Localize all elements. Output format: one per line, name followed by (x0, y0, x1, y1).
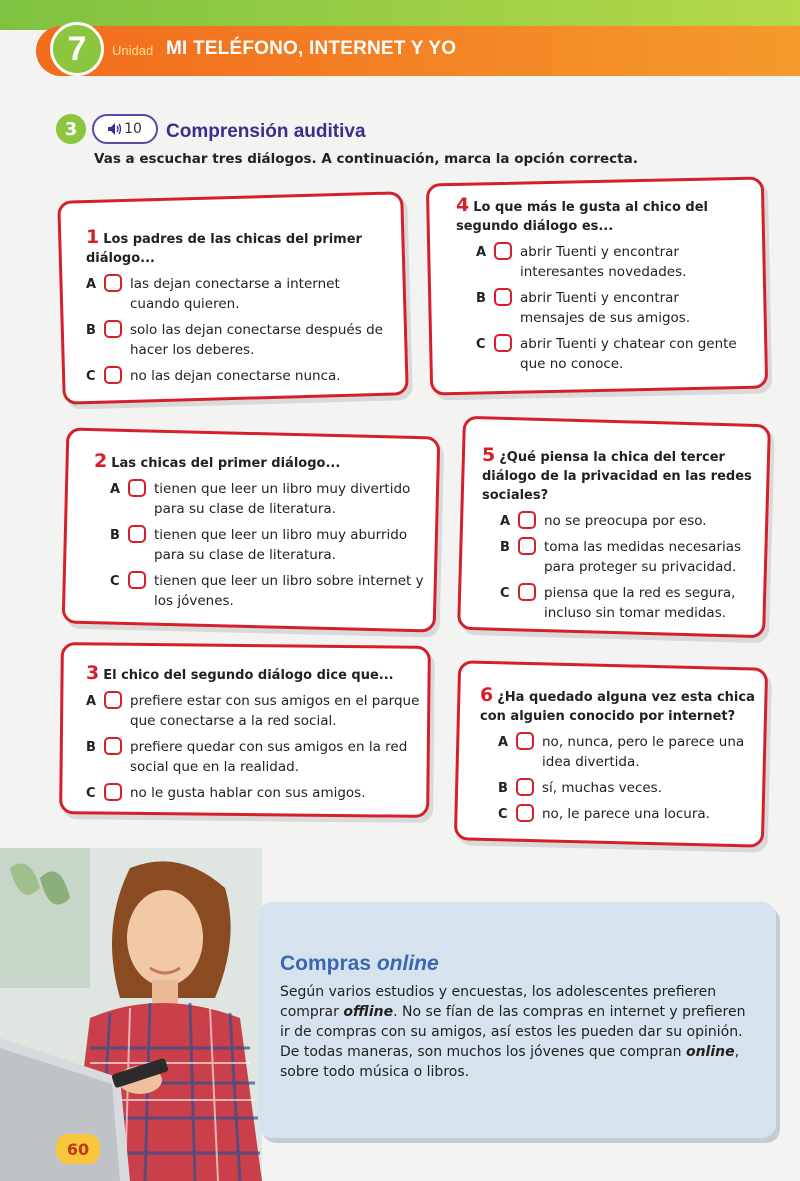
checkbox[interactable] (518, 583, 536, 601)
exercise-number: 3 (56, 114, 86, 144)
audio-track-button[interactable] (92, 114, 158, 144)
unit-title: MI TELÉFONO, INTERNET Y YO (166, 38, 457, 59)
speaker-icon (108, 123, 120, 135)
checkbox[interactable] (104, 274, 122, 292)
option-b: B prefiere quedar con sus amigos en la red social que en la realidad. (86, 739, 408, 775)
unit-number-badge: 7 (50, 22, 104, 76)
option-c: C no, le parece una locura. (498, 806, 710, 822)
option-b: B abrir Tuenti y encontrar mensajes de sus amigos. (476, 290, 691, 326)
info-box-title: Compras online (280, 952, 439, 975)
option-b: B solo las dejan conectarse después de hacer los deberes. (86, 322, 383, 358)
checkbox[interactable] (104, 783, 122, 801)
audio-track-number: 10 (124, 121, 142, 137)
option-a: A tienen que leer un libro muy divertido para su clase de literatura. (110, 481, 411, 517)
checkbox[interactable] (104, 691, 122, 709)
checkbox[interactable] (104, 366, 122, 384)
checkbox[interactable] (516, 804, 534, 822)
option-b: B toma las medidas necesarias para proteger su privacidad. (500, 539, 742, 575)
checkbox[interactable] (104, 737, 122, 755)
question-6: 6 ¿Ha quedado alguna vez esta chica con alguien conocido por internet? A no, nunca, pero le parece una idea divertida. B sí, muchas veces. C no, le parece una locura. (480, 686, 760, 824)
option-c: C tienen que leer un libro sobre internet y los jóvenes. (110, 573, 424, 609)
exercise-instructions: Vas a escuchar tres diálogos. A continuación, marca la opción correcta. (94, 151, 638, 167)
option-b: B tienen que leer un libro muy aburrido para su clase de literatura. (110, 527, 408, 563)
question-text: Los padres de las chicas del primer diálogo... (86, 232, 362, 266)
option-a: A no, nunca, pero le parece una idea divertida. (498, 734, 745, 770)
option-a: A prefiere estar con sus amigos en el parque que conectarse a la red social. (86, 693, 420, 729)
option-a: A abrir Tuenti y encontrar interesantes novedades. (476, 244, 687, 280)
checkbox[interactable] (516, 778, 534, 796)
page-number: 60 (56, 1134, 100, 1164)
exercise-title: Comprensión auditiva (166, 121, 366, 142)
option-c: C no las dejan conectarse nunca. (86, 368, 341, 384)
option-a: A las dejan conectarse a internet cuando quieren. (86, 276, 340, 312)
checkbox[interactable] (494, 334, 512, 352)
question-4: 4 Lo que más le gusta al chico del segundo diálogo es... A abrir Tuenti y encontrar interesantes novedades. B abrir Tuenti y encontrar mensajes de sus amigos. C abrir Tuenti y chatear con gente que no conoce. (456, 196, 746, 374)
checkbox[interactable] (104, 320, 122, 338)
checkbox[interactable] (494, 288, 512, 306)
checkbox[interactable] (128, 525, 146, 543)
option-a: A no se preocupa por eso. (500, 513, 707, 529)
option-c: C piensa que la red es segura, incluso sin tomar medidas. (500, 585, 736, 621)
option-c: C no le gusta hablar con sus amigos. (86, 785, 366, 801)
info-box-text: Según varios estudios y encuestas, los adolescentes prefieren comprar offline. No se fían de las compras en internet y prefieren ir de compras con su amigos, así estos les pueden dar su opinión. De todas maneras, son muchos los jóvenes que compran online, sobre todo música o libros. (280, 984, 746, 1080)
checkbox[interactable] (518, 537, 536, 555)
checkbox[interactable] (494, 242, 512, 260)
checkbox[interactable] (128, 571, 146, 589)
unit-label: Unidad (112, 43, 154, 58)
checkbox[interactable] (518, 511, 536, 529)
option-b: B sí, muchas veces. (498, 780, 662, 796)
girl-with-laptop-photo (0, 848, 262, 1181)
option-c: C abrir Tuenti y chatear con gente que no conoce. (476, 336, 737, 372)
question-2: 2 Las chicas del primer diálogo... A tienen que leer un libro muy divertido para su clase de literatura. B tienen que leer un libro muy aburrido para su clase de literatura. C tienen que leer un libro sobre internet y los jóvenes. (94, 452, 430, 611)
question-5: 5 ¿Qué piensa la chica del tercer diálogo de la privacidad en las redes sociales? A no se preocupa por eso. B toma las medidas necesarias para proteger su privacidad. C piensa que la red es segura, incluso sin tomar medidas. (482, 446, 760, 623)
question-number: 1 (86, 226, 100, 248)
question-3: 3 El chico del segundo diálogo dice que... A prefiere estar con sus amigos en el parque que conectarse a la red social. B prefiere quedar con sus amigos en la red social que en la realidad. C no le gusta hablar con sus amigos. (86, 662, 420, 801)
checkbox[interactable] (128, 479, 146, 497)
question-1 (86, 228, 386, 386)
checkbox[interactable] (516, 732, 534, 750)
